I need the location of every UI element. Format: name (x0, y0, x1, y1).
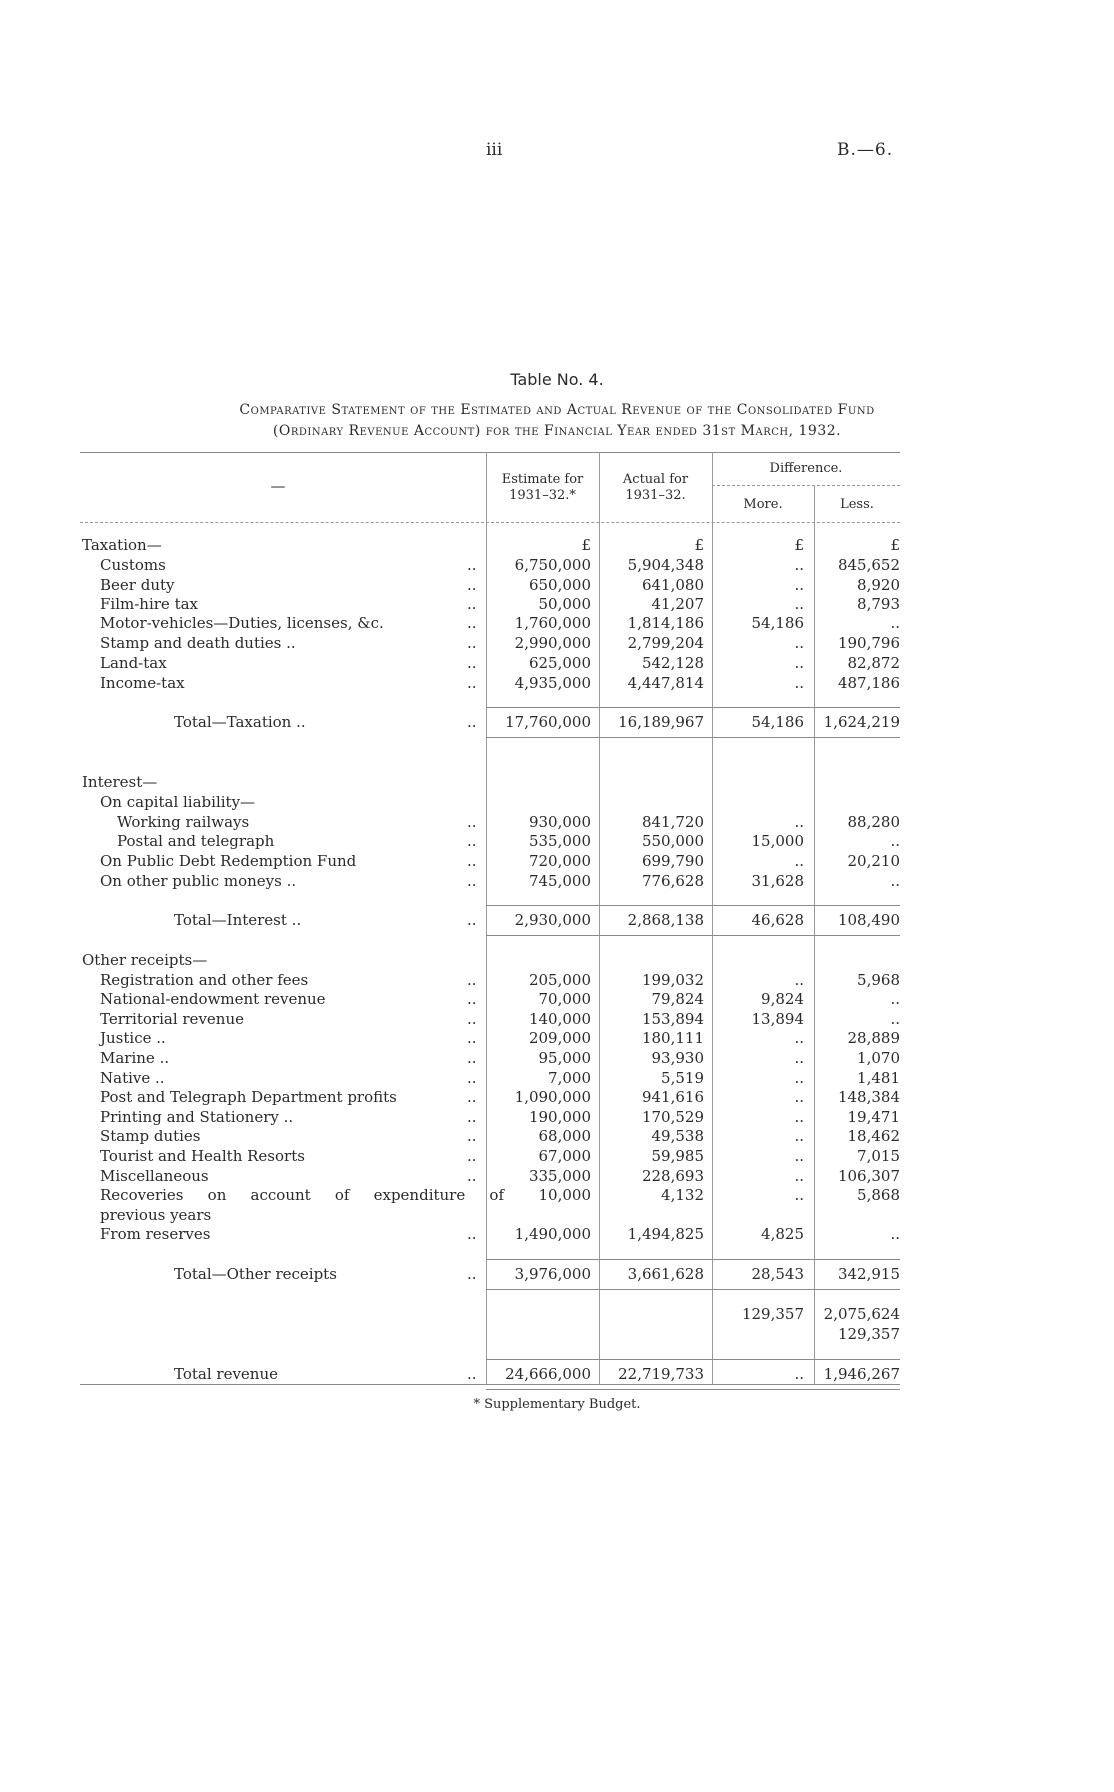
row-label: Recoveries on account of expenditure of (100, 1186, 504, 1204)
row-label: Marine .. (100, 1049, 170, 1067)
table-bottom-rule (80, 1384, 900, 1385)
actual-cell: 5,904,348 (627, 556, 704, 574)
estimate-cell: 50,000 (538, 595, 591, 613)
actual-cell: 941,616 (641, 1088, 704, 1106)
leader-dots: .. (467, 1069, 477, 1087)
row-label: On Public Debt Redemption Fund (100, 852, 357, 870)
leader-dots: .. (467, 614, 477, 632)
less-cell: 7,015 (857, 1147, 900, 1165)
estimate-cell: 140,000 (528, 1010, 591, 1028)
less-cell: 19,471 (847, 1108, 900, 1126)
less-cell: 487,186 (837, 674, 900, 692)
more-cell: 54,186 (751, 614, 804, 632)
less-cell: .. (890, 614, 900, 632)
actual-cell: 2,868,138 (627, 911, 704, 929)
currency-symbol: £ (581, 536, 591, 554)
actual-cell: 1,814,186 (627, 614, 704, 632)
difference-rule (712, 485, 900, 486)
estimate-cell: 24,666,000 (505, 1365, 591, 1383)
estimate-cell: 625,000 (528, 654, 591, 672)
estimate-cell: 1,760,000 (514, 614, 591, 632)
leader-dots: .. (467, 1088, 477, 1106)
actual-cell: 170,529 (641, 1108, 704, 1126)
actual-cell: 49,538 (651, 1127, 704, 1145)
actual-cell: 79,824 (651, 990, 704, 1008)
estimate-cell: 930,000 (528, 813, 591, 831)
more-cell: 9,824 (761, 990, 804, 1008)
estimate-cell: 205,000 (528, 971, 591, 989)
leader-dots: .. (467, 1225, 477, 1243)
table-top-rule (80, 452, 900, 453)
table-subtitle-line-1: Comparative Statement of the Estimated and Actual Revenue of the Consolidated Fund (239, 402, 875, 418)
page-number: iii (486, 140, 503, 160)
less-cell: 106,307 (837, 1167, 900, 1185)
more-cell: .. (794, 1069, 804, 1087)
less-cell: 1,481 (857, 1069, 900, 1087)
actual-cell: 93,930 (651, 1049, 704, 1067)
less-cell: .. (890, 1225, 900, 1243)
row-label: National-endowment revenue (100, 990, 326, 1008)
leader-dots: .. (467, 971, 477, 989)
row-label: Post and Telegraph Department profits (100, 1088, 397, 1106)
row-label: Stamp and death duties .. (100, 634, 296, 652)
row-label: Justice .. (100, 1029, 166, 1047)
total-rule (486, 905, 900, 906)
estimate-cell: 4,935,000 (514, 674, 591, 692)
more-cell: 46,628 (751, 911, 804, 929)
row-label: Beer duty (100, 576, 175, 594)
estimate-header-line-2: 1931–32.* (509, 488, 576, 503)
leader-dots: .. (467, 1049, 477, 1067)
estimate-cell: 1,090,000 (514, 1088, 591, 1106)
row-label: previous years (100, 1206, 212, 1224)
more-cell: .. (794, 1127, 804, 1145)
less-cell: 20,210 (847, 852, 900, 870)
row-label: Income-tax (100, 674, 185, 692)
less-cell: 342,915 (837, 1265, 900, 1283)
less-header: Less. (840, 497, 874, 512)
actual-cell: 4,132 (661, 1186, 704, 1204)
more-cell: .. (794, 576, 804, 594)
more-cell: .. (794, 1088, 804, 1106)
estimate-cell: 17,760,000 (505, 713, 591, 731)
actual-cell: 1,494,825 (627, 1225, 704, 1243)
leader-dots: .. (467, 1265, 477, 1283)
actual-cell: 550,000 (641, 832, 704, 850)
row-label: Stamp duties (100, 1127, 201, 1145)
row-label: Territorial revenue (100, 1010, 244, 1028)
more-header: More. (743, 497, 783, 512)
actual-cell: 641,080 (641, 576, 704, 594)
table-title: Table No. 4. (510, 370, 604, 389)
leader-dots: .. (467, 654, 477, 672)
actual-cell: 199,032 (641, 971, 704, 989)
estimate-cell: 535,000 (528, 832, 591, 850)
table-subtitle-line-2: (Ordinary Revenue Account) for the Financial Year ended 31st March, 1932. (272, 423, 842, 439)
row-label: Working railways (117, 813, 250, 831)
less-cell: .. (890, 872, 900, 890)
more-cell: .. (794, 556, 804, 574)
leader-dots: .. (467, 813, 477, 831)
more-cell: .. (794, 1029, 804, 1047)
more-cell: 13,894 (751, 1010, 804, 1028)
leader-dots: .. (467, 595, 477, 613)
less-cell: 1,946,267 (823, 1365, 900, 1383)
leader-dots: .. (467, 911, 477, 929)
actual-cell: 699,790 (641, 852, 704, 870)
actual-cell: 841,720 (641, 813, 704, 831)
actual-cell: 22,719,733 (618, 1365, 704, 1383)
less-cell: 108,490 (837, 911, 900, 929)
currency-symbol: £ (794, 536, 804, 554)
estimate-cell: 2,990,000 (514, 634, 591, 652)
row-label: Customs (100, 556, 166, 574)
less-cell: 190,796 (837, 634, 900, 652)
estimate-cell: 67,000 (538, 1147, 591, 1165)
row-label: On capital liability— (100, 793, 256, 811)
total-rule (486, 935, 900, 936)
more-cell: .. (794, 971, 804, 989)
less-cell: 2,075,624 (823, 1305, 900, 1323)
less-cell: .. (890, 832, 900, 850)
document-reference: B.—6. (837, 140, 894, 160)
less-cell: 8,920 (857, 576, 900, 594)
less-cell: 1,624,219 (823, 713, 900, 731)
difference-header: Difference. (769, 461, 843, 476)
leader-dots: .. (467, 1029, 477, 1047)
actual-cell: 180,111 (641, 1029, 704, 1047)
estimate-cell: 6,750,000 (514, 556, 591, 574)
actual-cell: 3,661,628 (627, 1265, 704, 1283)
more-cell: 31,628 (751, 872, 804, 890)
more-cell: .. (794, 1186, 804, 1204)
less-cell: 18,462 (847, 1127, 900, 1145)
leader-dots: .. (467, 872, 477, 890)
estimate-cell: 1,490,000 (514, 1225, 591, 1243)
total-rule (486, 707, 900, 708)
estimate-cell: 190,000 (528, 1108, 591, 1126)
more-cell: 54,186 (751, 713, 804, 731)
actual-cell: 776,628 (641, 872, 704, 890)
row-label: Taxation— (82, 536, 162, 554)
more-cell: 15,000 (751, 832, 804, 850)
header-bottom-rule (80, 522, 900, 523)
more-cell: .. (794, 654, 804, 672)
row-label: Interest— (82, 773, 158, 791)
estimate-cell: 3,976,000 (514, 1265, 591, 1283)
more-cell: .. (794, 813, 804, 831)
more-cell: 4,825 (761, 1225, 804, 1243)
leader-dots: .. (467, 852, 477, 870)
total-rule (486, 1359, 900, 1360)
more-cell: 129,357 (741, 1305, 804, 1323)
less-cell: 5,868 (857, 1186, 900, 1204)
estimate-cell: 70,000 (538, 990, 591, 1008)
estimate-cell: 2,930,000 (514, 911, 591, 929)
estimate-cell: 95,000 (538, 1049, 591, 1067)
currency-symbol: £ (694, 536, 704, 554)
total-label: Total—Other receipts (174, 1265, 337, 1283)
row-label: Other receipts— (82, 951, 208, 969)
less-cell: 8,793 (857, 595, 900, 613)
actual-cell: 4,447,814 (627, 674, 704, 692)
total-rule (486, 1289, 900, 1290)
actual-cell: 41,207 (651, 595, 704, 613)
less-cell: 82,872 (847, 654, 900, 672)
estimate-cell: 745,000 (528, 872, 591, 890)
leader-dots: .. (467, 556, 477, 574)
actual-header-line-2: 1931–32. (625, 488, 686, 503)
estimate-header-line-1: Estimate for (501, 472, 584, 487)
leader-dots: .. (467, 1167, 477, 1185)
less-cell: 845,652 (837, 556, 900, 574)
leader-dots: .. (467, 990, 477, 1008)
estimate-cell: 10,000 (538, 1186, 591, 1204)
actual-cell: 153,894 (641, 1010, 704, 1028)
row-label: Film-hire tax (100, 595, 198, 613)
leader-dots: .. (467, 674, 477, 692)
row-label: Land-tax (100, 654, 167, 672)
leader-dots: .. (467, 1108, 477, 1126)
leader-dots: .. (467, 1147, 477, 1165)
more-cell: .. (794, 595, 804, 613)
total-rule (486, 737, 900, 738)
more-cell: 28,543 (751, 1265, 804, 1283)
more-cell: .. (794, 674, 804, 692)
estimate-cell: 720,000 (528, 852, 591, 870)
leader-dots: .. (467, 634, 477, 652)
actual-header (599, 472, 712, 504)
leader-dots: .. (467, 713, 477, 731)
estimate-cell: 7,000 (548, 1069, 591, 1087)
more-cell: .. (794, 852, 804, 870)
row-label: Postal and telegraph (117, 832, 275, 850)
more-cell: .. (794, 1167, 804, 1185)
row-label: Miscellaneous (100, 1167, 209, 1185)
currency-symbol: £ (890, 536, 900, 554)
more-cell: .. (794, 1147, 804, 1165)
total-label: Total—Taxation .. (174, 713, 306, 731)
row-label: Printing and Stationery .. (100, 1108, 294, 1126)
more-cell: .. (794, 1049, 804, 1067)
more-cell: .. (794, 634, 804, 652)
less-cell: .. (890, 990, 900, 1008)
less-cell: 5,968 (857, 971, 900, 989)
actual-cell: 542,128 (641, 654, 704, 672)
more-cell: .. (794, 1108, 804, 1126)
row-label: Registration and other fees (100, 971, 309, 989)
leader-dots: .. (467, 1010, 477, 1028)
less-cell: 129,357 (837, 1325, 900, 1343)
less-cell: 1,070 (857, 1049, 900, 1067)
row-label: Tourist and Health Resorts (100, 1147, 305, 1165)
less-cell: 28,889 (847, 1029, 900, 1047)
stub-header: — (270, 477, 286, 495)
actual-cell: 2,799,204 (627, 634, 704, 652)
row-label: From reserves (100, 1225, 211, 1243)
leader-dots: .. (467, 1127, 477, 1145)
leader-dots: .. (467, 1365, 477, 1383)
estimate-cell: 209,000 (528, 1029, 591, 1047)
row-label: Motor-vehicles—Duties, licenses, &c. (100, 614, 384, 632)
actual-cell: 59,985 (651, 1147, 704, 1165)
estimate-header (486, 472, 599, 504)
total-label: Total—Interest .. (174, 911, 302, 929)
actual-cell: 16,189,967 (618, 713, 704, 731)
total-rule (486, 1259, 900, 1260)
less-cell: .. (890, 1010, 900, 1028)
estimate-cell: 335,000 (528, 1167, 591, 1185)
total-rule (486, 1389, 900, 1390)
leader-dots: .. (467, 832, 477, 850)
more-cell: .. (794, 1365, 804, 1383)
row-label: On other public moneys .. (100, 872, 297, 890)
actual-cell: 228,693 (641, 1167, 704, 1185)
estimate-cell: 650,000 (528, 576, 591, 594)
leader-dots: .. (467, 576, 477, 594)
actual-header-line-1: Actual for (622, 472, 689, 487)
less-cell: 148,384 (837, 1088, 900, 1106)
estimate-cell: 68,000 (538, 1127, 591, 1145)
total-label: Total revenue (174, 1365, 279, 1383)
actual-cell: 5,519 (661, 1069, 704, 1087)
row-label: Native .. (100, 1069, 165, 1087)
less-cell: 88,280 (847, 813, 900, 831)
footnote: * Supplementary Budget. (473, 1397, 641, 1412)
